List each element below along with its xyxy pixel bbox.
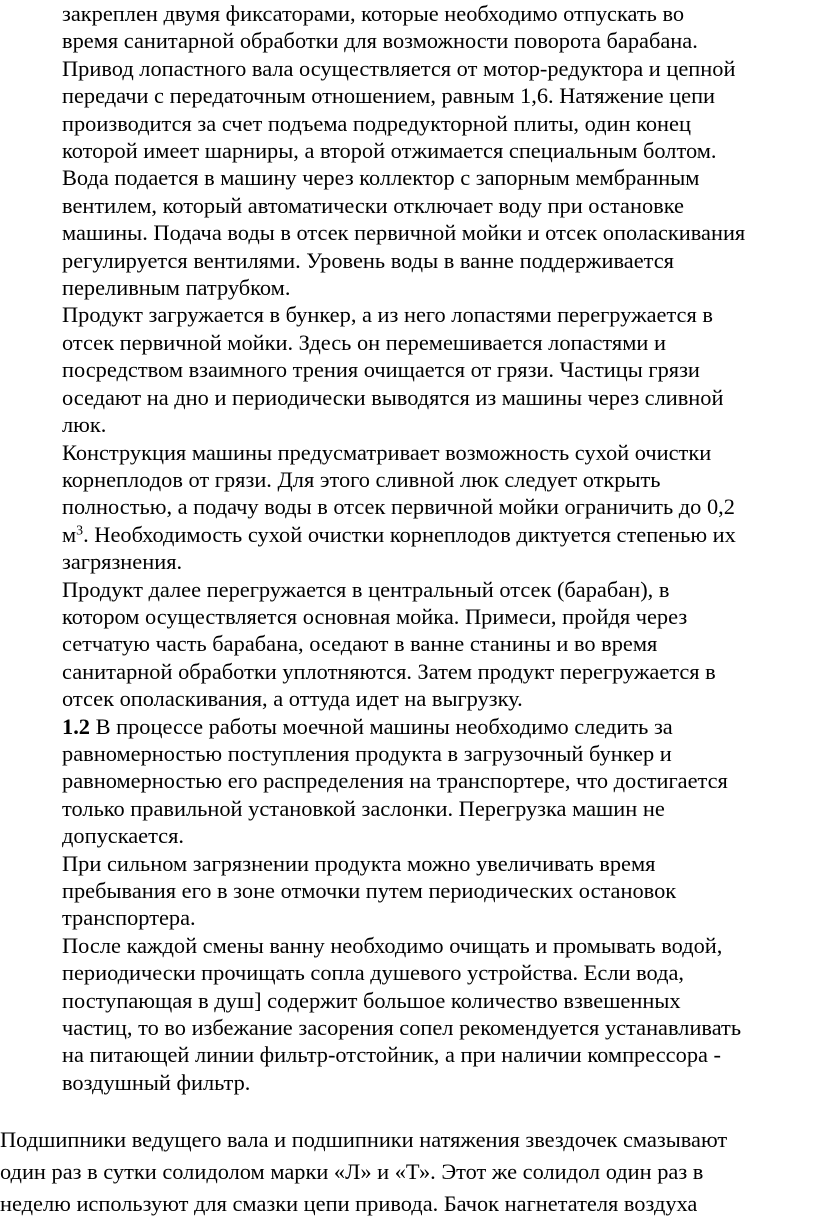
text-line: периодически прочищать сопла душевого устройства. Если вода, (62, 960, 684, 986)
text-line: Привод лопастного вала осуществляется от мотор-редуктора и цепной (62, 55, 736, 81)
text-line: отсек первичной мойки. Здесь он перемешивается лопастями и (62, 329, 666, 355)
paragraph-after-shift (62, 932, 814, 1096)
text-line: неделю используют для смазки цепи привода. Бачок нагнетателя воздуха (0, 1191, 698, 1216)
text-line (62, 521, 814, 548)
text-line: посредством взаимного трения очищается от грязи. Частицы грязи (62, 357, 700, 383)
unit-text: м (62, 521, 77, 547)
text-line: переливным патрубком. (62, 275, 291, 301)
paragraph-dry-cleaning (62, 439, 814, 576)
text-line: При сильном загрязнении продукта можно увеличивать время (62, 850, 656, 876)
text-line: воздушный фильтр. (62, 1069, 251, 1095)
text-fragment: В процессе работы моечной машины необходимо следить за (90, 713, 673, 739)
paragraph-heavy-soiling (62, 850, 814, 932)
text-line: время санитарной обработки для возможности поворота барабана. (62, 28, 698, 54)
text-line: передачи с передаточным отношением, равным 1,6. Натяжение цепи (62, 83, 716, 109)
text-line: После каждой смены ванну необходимо очищать и промывать водой, (62, 932, 723, 958)
text-line: санитарной обработки уплотняются. Затем продукт перегружается в (62, 658, 716, 684)
paragraph-drive-and-water (62, 0, 814, 301)
text-line: Подшипники ведущего вала и подшипники натяжения звездочек смазывают (0, 1127, 728, 1152)
text-line: сетчатую часть барабана, оседают в ванне станины и во время (62, 631, 658, 657)
text-line: допускается. (62, 823, 185, 849)
text-line: регулируется вентилями. Уровень воды в ванне поддерживается (62, 247, 674, 273)
text-line: Продукт загружается в бункер, а из него лопастями перегружается в (62, 302, 713, 328)
text-line: транспортера. (62, 905, 196, 931)
text-line: закреплен двумя фиксаторами, которые необходимо отпускать во (62, 1, 685, 26)
section-number: 1.2 (62, 713, 90, 739)
text-line: пребывания его в зоне отмочки путем периодических остановок (62, 878, 677, 903)
unit-superscript: 3 (76, 523, 84, 539)
paragraph-bearings-lubrication (0, 1124, 816, 1220)
text-line: равномерностью поступления продукта в загрузочный бункер и (62, 740, 672, 766)
text-line: вентилем, который автоматически отключает воду при остановке (62, 192, 684, 218)
text-line: оседают на дно и периодически выводятся из машины через сливной (62, 384, 724, 410)
text-line: на питающей линии фильтр-отстойник, а при наличии компрессора - (62, 1042, 722, 1068)
text-line: корнеплодов от грязи. Для этого сливной люк следует открыть (62, 466, 661, 492)
text-line: отсек ополаскивания, а оттуда идет на выгрузку. (62, 686, 523, 712)
text-line: равномерностью его распределения на транспортере, что достигается (62, 768, 728, 794)
text-line: полностью, а подачу воды в отсек первичной мойки ограничить до 0,2 (62, 494, 735, 520)
text-line: поступающая в душ] содержит большое количество взвешенных (62, 987, 681, 1013)
text-fragment: . Необходимость сухой очистки корнеплодов диктуется степенью их (83, 521, 736, 547)
text-line: Вода подается в машину через коллектор с запорным мембранным (62, 165, 700, 191)
text-line: один раз в сутки солидолом марки «Л» и «Т». Этот же солидол один раз в (0, 1159, 704, 1184)
text-line: которой имеет шарниры, а второй отжимается специальным болтом. (62, 138, 717, 164)
text-line: частиц, то во избежание засорения сопел рекомендуется устанавливать (62, 1015, 742, 1041)
paragraph-section-1-2 (62, 713, 814, 850)
text-line: люк. (62, 412, 107, 438)
indented-text-block (62, 0, 814, 1096)
text-line: Продукт далее перегружается в центральный отсек (барабан), в (62, 576, 670, 602)
text-line: котором осуществляется основная мойка. Примеси, пройдя через (62, 603, 688, 629)
text-line: Конструкция машины предусматривает возможность сухой очистки (62, 439, 712, 465)
text-line (62, 713, 814, 740)
text-line: машины. Подача воды в отсек первичной мойки и отсек ополаскивания (62, 220, 746, 246)
text-line: загрязнения. (62, 549, 183, 575)
text-line: производится за счет подъема подредукторной плиты, один конец (62, 110, 691, 136)
text-line: только правильной установкой заслонки. Перегрузка машин не (62, 795, 665, 821)
paragraph-main-washing (62, 576, 814, 713)
paragraph-loading (62, 301, 814, 438)
